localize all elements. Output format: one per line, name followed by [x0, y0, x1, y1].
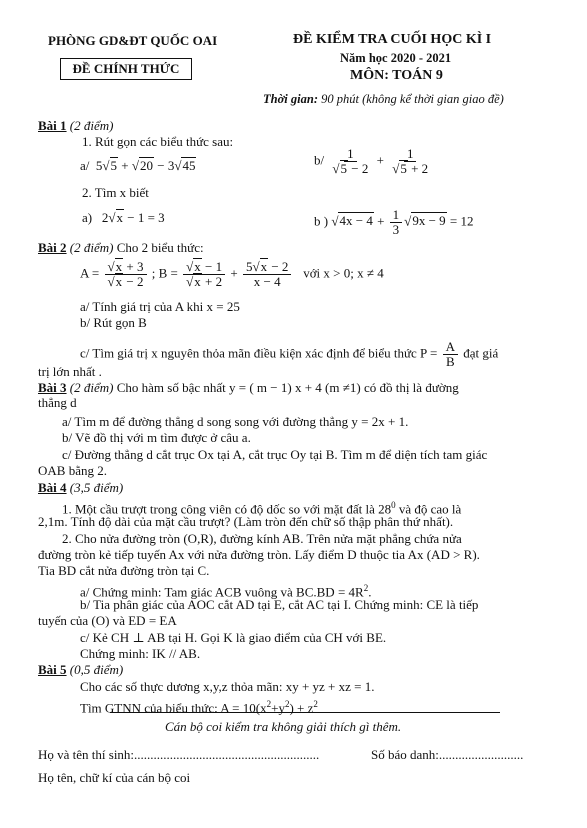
time-value: 90 phút (không kể thời gian giao đề)	[321, 92, 504, 106]
bai2-expressions: A = $\frac{√x + 3}{√x - 2}$ ; B = $\frac{√x - 1}{√x + 2}$ + $\frac{5√x - 2}{x - 4}$ với x > 0; x ≠ 4	[80, 259, 384, 289]
bai4-p2a: 2. Cho nửa đường tròn (O,R), đường kính AB. Trên nửa mặt phẳng chứa nửa	[62, 531, 462, 546]
bai4-heading	[38, 480, 123, 496]
bai2-b: b/ Rút gọn B	[80, 315, 147, 330]
bai5-line2: Tìm GTNN của biểu thức: $A = 10(x^2+y^2) + z^2$	[80, 699, 318, 716]
time-label: Thời gian:	[263, 92, 318, 106]
bai1-q2a: a) 2√x − 1 = 3	[82, 210, 165, 225]
footer-note: Cán bộ coi kiểm tra không giải thích gì thêm.	[165, 719, 402, 734]
bai2-frac-a: $\frac{√x + 3}{√x - 2}$	[105, 260, 147, 289]
bai3-a: a/ Tìm m để đường thẳng d song song với đường thẳng y = 2x + 1.	[62, 414, 409, 429]
bai4-b2: tuyến của (O) và ED = EA	[38, 613, 177, 628]
bai4-points: (3,5 điểm)	[69, 480, 124, 495]
bai1-q1b-frac1: $\frac{1}{√5 - 2}$	[332, 146, 369, 176]
bai4-p1a: 1. Một cầu trượt trong công viên có độ dốc so với mặt đất là $28^0$ và độ cao là	[62, 500, 462, 517]
bai1-q1b: b/ $\frac{1}{√5 - 2}$ + $\frac{1}{√5 + 2}$	[314, 147, 433, 176]
bai3-title: Bài 3	[38, 380, 67, 395]
time-line	[263, 91, 504, 107]
subject: MÔN: TOÁN 9	[350, 68, 443, 83]
bai1-q2b: b ) √4x − 4 + $\frac{1}{3}$ √9x − 9 = 12	[314, 207, 474, 237]
bai5-line2-c: ) + z	[289, 700, 314, 716]
bai2-intro: Cho 2 biểu thức:	[116, 240, 204, 255]
dept-name: PHÒNG GD&ĐT QUỐC OAI	[48, 33, 218, 48]
bai3-heading	[38, 380, 459, 396]
bai4-p1c: 2,1m. Tính độ dài của mặt cầu trượt? (Làm tròn đến chữ số thập phân thứ nhất).	[38, 514, 454, 529]
bai1-heading	[38, 118, 113, 134]
bai3-c2: OAB bằng 2.	[38, 463, 107, 478]
official-label: ĐỀ CHÍNH THỨC	[60, 58, 192, 80]
bai4-c2: Chứng minh: IK // AB.	[80, 646, 201, 661]
bai4-b1: b/ Tia phân giác của AOC cắt AD tại E, cắt AC tại I. Chứng minh: CE là tiếp	[80, 597, 479, 612]
bai1-title: Bài 1	[38, 118, 67, 133]
bai2-a: a/ Tính giá trị của A khi x = 25	[80, 299, 240, 314]
bai3-points: (2 điểm)	[69, 380, 114, 395]
bai3-b: b/ Vẽ đồ thị với m tìm được ở câu a.	[62, 430, 251, 445]
school-year: Năm học 2020 - 2021	[340, 51, 452, 65]
bai1-q2b-label: b )	[314, 213, 329, 229]
bai3-c1: c/ Đường thẳng d cắt trục Ox tại A, cắt trục Oy tại B. Tìm m để diện tích tam giác	[62, 447, 488, 462]
bai2-c3: trị lớn nhất .	[38, 364, 102, 379]
bai3-line1: Cho hàm số bậc nhất y = ( m − 1) x + 4 (m ≠1) có đồ thị là đường	[116, 380, 459, 395]
bai2-title: Bài 2	[38, 240, 67, 255]
bai1-points: (2 điểm)	[69, 118, 114, 133]
bai4-p2b: đường tròn kẻ tiếp tuyến Ax với nửa đường tròn. Lấy điểm D thuộc tia Ax (AD > R).	[38, 547, 480, 562]
candidate-name-field: Họ và tên thí sinh:.........................................................	[38, 747, 320, 762]
proctor-sign-field: Họ tên, chữ kí của cán bộ coi	[38, 770, 191, 785]
bai1-q1: 1. Rút gọn các biểu thức sau:	[82, 134, 234, 149]
bai2-points: (2 điểm)	[69, 240, 114, 255]
bai1-q1a-expr: 5√5 + √20 − 3√45	[92, 158, 196, 173]
bai5-points: (0,5 điểm)	[69, 662, 124, 677]
bai1-q1b-label: b/	[314, 152, 325, 168]
bai1-q2: 2. Tìm x biết	[82, 185, 149, 200]
bai4-a: a/ Chứng minh: Tam giác ACB vuông và $BC.BD = 4R^2$.	[80, 583, 372, 600]
bai4-p1a-text: 1. Một cầu trượt trong công viên có độ dốc so với mặt đất là 28	[62, 501, 392, 517]
bai1-q2b-eq: = 12	[449, 213, 474, 229]
bai2-cond: với x > 0; x ≠ 4	[303, 265, 384, 281]
bai2-frac-b2: $\frac{5√x - 2}{x - 4}$	[243, 260, 291, 289]
bai5-line2-a: Tìm GTNN của biểu thức: A = 10(x	[80, 700, 267, 716]
exam-title: ĐỀ KIỂM TRA CUỐI HỌC KÌ I	[293, 32, 492, 47]
candidate-number-field: Số báo danh:..........................	[371, 747, 524, 762]
bai1-q1a	[80, 158, 196, 174]
bai5-title: Bài 5	[38, 662, 67, 677]
bai1-q2b-frac: $\frac{1}{3}$	[390, 208, 403, 237]
bai1-q2a-eq: = 3	[147, 210, 165, 225]
bai1-q1b-frac2: $\frac{1}{√5 + 2}$	[392, 146, 429, 176]
bai4-a-text: a/ Chứng minh: Tam giác ACB vuông và BC.BD = 4R	[80, 584, 364, 600]
bai2-frac-p: $\frac{A}{B}$	[443, 340, 458, 369]
bai3-line2: thẳng d	[38, 395, 77, 410]
bai4-title: Bài 4	[38, 480, 67, 495]
bai4-c1: c/ Kẻ CH ⊥ AB tại H. Gọi K là giao điểm của CH với BE.	[80, 630, 387, 645]
bai5-line1: Cho các số thực dương x,y,z thỏa mãn: xy + yz + xz = 1.	[80, 679, 375, 694]
bai4-p2c: Tia BD cắt nửa đường tròn tại C.	[38, 563, 210, 578]
bai5-line2-b: +y	[271, 700, 285, 716]
bai2-frac-b1: $\frac{√x - 1}{√x + 2}$	[183, 260, 225, 289]
bai5-heading	[38, 662, 123, 678]
footer-divider	[110, 712, 500, 713]
bai2-c1: c/ Tìm giá trị x nguyên thỏa mãn điều kiện xác định để biểu thức P =	[80, 345, 438, 361]
bai2-c	[80, 340, 498, 369]
bai4-p1b-text: và độ cao là	[395, 501, 462, 517]
bai2-heading	[38, 240, 204, 256]
bai2-c2: đạt giá	[463, 345, 499, 361]
bai1-q1a-label: a/	[80, 158, 90, 173]
bai1-q2a-label: a)	[82, 210, 93, 225]
